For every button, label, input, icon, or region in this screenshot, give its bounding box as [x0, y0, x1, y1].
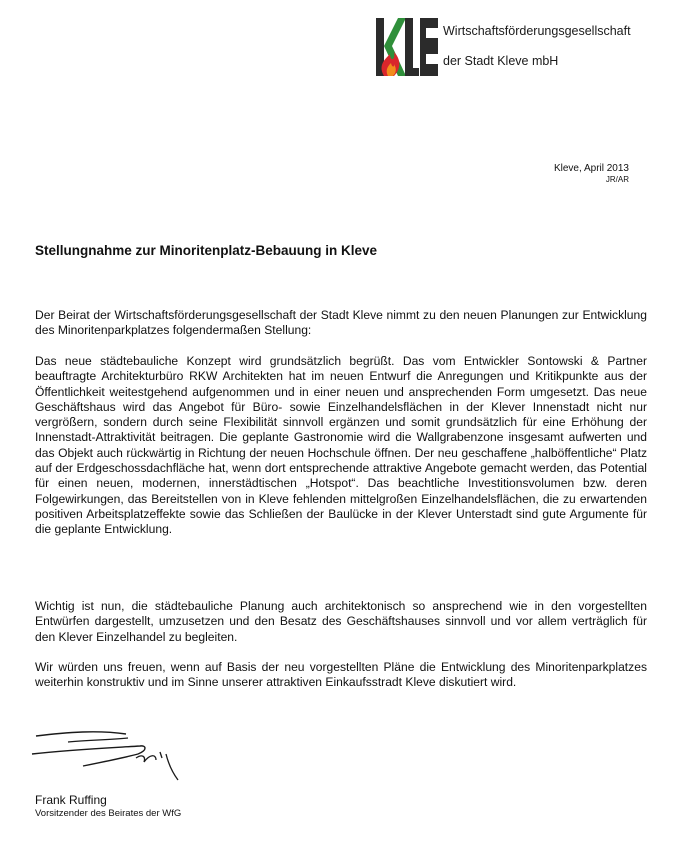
org-name-line1: Wirtschaftsförderungsgesellschaft: [443, 24, 631, 38]
signer-name: Frank Ruffing: [35, 793, 107, 807]
org-name-line2: der Stadt Kleve mbH: [443, 54, 559, 68]
paragraph-main: Das neue städtebauliche Konzept wird grundsätzlich begrüßt. Das vom Entwickler Sontowski & Partner beauftragte Architekturbüro RKW Architekten hat im neuen Entwurf die Anregungen und Kritikpunkte aus der Öffentlichkeit weitestgehend aufgenommen und in einer neuen und ansprechenden Form umgesetzt. Das neue Geschäftshaus wird das Angebot für Büro- sowie Einzelhandelsflächen in der Klever Innenstadt nicht nur vergrößern, sondern durch seine Flexibilität sinnvoll ergänzen und somit grundsätzlich für eine Erhöhung der Innenstadt-Attraktivität beitragen. Die geplante Gastronomie wird die Wallgrabenzone insgesamt aufwerten und das Objekt auch rückwärtig in Richtung der neuen Hochschule öffnen. Der neu geschaffene „halböffentliche“ Platz auf der Erdgeschossdachfläche hat, wenn dort entsprechende attraktive Angebote gemacht werden, das Potential für einen neuen, modernen, innerstädtischen „Hotspot“. Das beachtliche Investitionsvolumen bzw. deren Folgewirkungen, das Bereitstellen von in Kleve fehlenden mittelgroßen Einzelhandelsflächen, die zu erwartenden positiven Arbeitsplatzeffekte sowie das Schließen der Baulücke in der Klever Unterstadt sind gute Argumente für die geplante Entwicklung.: [35, 354, 647, 537]
letter-title: Stellungnahme zur Minoritenplatz-Bebauung in Kleve: [35, 243, 378, 258]
handwritten-signature: [28, 728, 198, 784]
paragraph-intro: Der Beirat der Wirtschaftsförderungsgesellschaft der Stadt Kleve nimmt zu den neuen Planungen zur Entwicklung des Minoritenparkplatzes folgendermaßen Stellung:: [35, 308, 647, 338]
paragraph-importance: Wichtig ist nun, die städtebauliche Planung auch architektonisch so ansprechend wie in den vorgestellten Entwürfen dargestellt, umzusetzen und den Besatz des Geschäftshauses sinnvoll und vor allem verträglich für den Klever Einzelhandel zu begleiten.: [35, 599, 647, 644]
paragraph-closing: Wir würden uns freuen, wenn auf Basis der neu vorgestellten Pläne die Entwicklung des Minoritenparkplatzes weiterhin konstruktiv und im Sinne unserer attraktiven Einkaufsstradt Kleve diskutiert wird.: [35, 660, 647, 690]
letter-reference: JR/AR: [605, 175, 629, 184]
kle-logo-icon: [376, 16, 438, 78]
letter-date: Kleve, April 2013: [553, 163, 629, 174]
signer-role: Vorsitzender des Beirates der WfG: [35, 808, 182, 819]
